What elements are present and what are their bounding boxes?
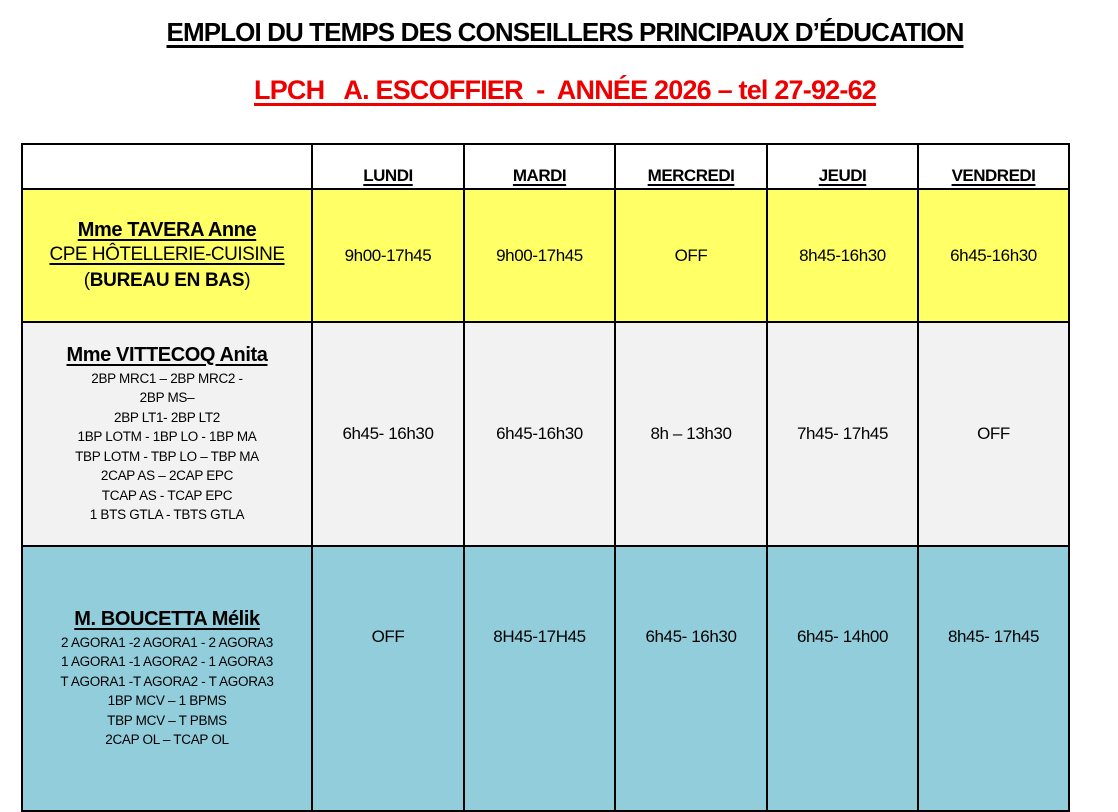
schedule-cell-friday: 8h45- 17h45 [918,546,1069,811]
header-day-wednesday: MERCREDI [615,144,767,189]
class-list [23,369,311,525]
header-empty-cell [22,144,312,189]
schedule-cell-tuesday: 9h00-17h45 [464,189,615,322]
class-list-item: 2CAP AS – 2CAP EPC [100,468,234,483]
class-list-item: TBP LOTM - TBP LO – TBP MA [75,448,259,464]
staff-cell [22,546,312,811]
table-row-boucetta [22,546,1069,811]
schedule-cell-tuesday: 8H45-17H45 [464,546,615,811]
schedule-cell-thursday: 6h45- 14h00 [767,546,918,811]
schedule-cell-wednesday: 6h45- 16h30 [615,546,767,811]
schedule-cell-friday: 6h45-16h30 [918,189,1069,322]
table-row-vittecoq [22,322,1069,546]
page-title: EMPLOI DU TEMPS DES CONSEILLERS PRINCIPAUX D’ÉDUCATION [166,17,964,47]
staff-cell [22,322,312,546]
class-list-item: 2CAP OL – TCAP OL [105,732,229,747]
schedule-cell-friday: OFF [918,322,1069,546]
schedule-table [21,143,1070,812]
table-row-tavera [22,189,1069,322]
class-list-item: 2BP MRC1 – 2BP MRC2 - [91,370,243,386]
class-list-item: 2BP LT1- 2BP LT2 [113,409,220,425]
schedule-cell-wednesday: OFF [615,189,767,322]
schedule-cell-thursday: 7h45- 17h45 [767,322,918,546]
class-list-item: 2 AGORA1 -2 AGORA1 - 2 AGORA3 [61,634,273,650]
staff-name: M. BOUCETTA Mélik [74,607,260,630]
schedule-cell-thursday: 8h45-16h30 [767,189,918,322]
staff-office: (BUREAU EN BAS) [83,270,251,291]
class-list-item: 2BP MS– [139,390,195,405]
class-list-item: T AGORA1 -T AGORA2 - T AGORA3 [60,673,274,689]
staff-name: Mme VITTECOQ Anita [66,343,268,366]
page-subtitle: LPCH A. ESCOFFIER - ANNÉE 2026 – tel 27-92-62 [254,75,876,105]
header-day-monday: LUNDI [312,144,464,189]
staff-cell [22,189,312,322]
class-list-item: 1BP LOTM - 1BP LO - 1BP MA [77,429,257,444]
class-list-item: 1BP MCV – 1 BPMS [107,693,227,708]
schedule-cell-wednesday: 8h – 13h30 [615,322,767,546]
class-list [23,633,311,750]
schedule-cell-monday: OFF [312,546,464,811]
class-list-item: TBP MCV – T PBMS [107,712,227,728]
staff-name: Mme TAVERA Anne [77,219,257,241]
schedule-cell-tuesday: 6h45-16h30 [464,322,615,546]
schedule-cell-monday: 9h00-17h45 [312,189,464,322]
class-list-item: 1 BTS GTLA - TBTS GTLA [89,507,245,522]
class-list-item: 1 AGORA1 -1 AGORA2 - 1 AGORA3 [61,654,273,669]
header-day-friday: VENDREDI [918,144,1069,189]
schedule-cell-monday: 6h45- 16h30 [312,322,464,546]
staff-role: CPE HÔTELLERIE-CUISINE [49,244,285,265]
class-list-item: TCAP AS - TCAP EPC [101,487,233,503]
header-day-thursday: JEUDI [767,144,918,189]
header-day-tuesday: MARDI [464,144,615,189]
table-header-row [22,144,1069,189]
